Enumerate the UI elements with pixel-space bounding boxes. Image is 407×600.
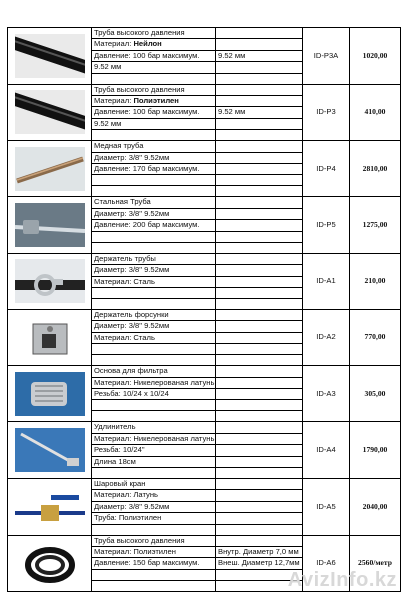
spec-extra: 9.52 мм [216, 50, 303, 61]
spec-extra [216, 400, 303, 411]
spec-extra [216, 355, 303, 366]
spec-label: Материал: Сталь [94, 332, 155, 342]
spec-label: Материал: Сталь [94, 276, 155, 286]
spec-text [92, 513, 216, 524]
copper-pipe-icon [15, 147, 85, 191]
spec-label: Диаметр: 3/8" 9.52мм [94, 501, 170, 511]
spec-extra [216, 411, 303, 422]
spec-text [92, 164, 216, 175]
spec-text [92, 355, 216, 366]
product-title: Держатель форсунки [92, 309, 216, 320]
spec-text [92, 107, 216, 118]
spec-text [92, 220, 216, 231]
spec-label: Резьба: 10/24" [94, 445, 145, 455]
filter-base-icon [15, 372, 85, 416]
spec-text [92, 208, 216, 219]
product-image-cell [8, 535, 92, 591]
product-price: 410,00 [350, 84, 401, 141]
spec-text [92, 490, 216, 501]
spec-extra [216, 208, 303, 219]
spec-extra: Внутр. Диаметр 7,0 мм [216, 547, 303, 558]
spec-extra [216, 73, 303, 84]
spec-label: Материал: Никелерованая латунь [94, 377, 215, 387]
spec-text [92, 96, 216, 107]
product-title-row [8, 141, 401, 152]
product-title: Держатель трубы [92, 253, 216, 264]
product-price: 2810,00 [350, 141, 401, 197]
spec-text [92, 231, 216, 242]
spec-text [92, 344, 216, 355]
product-image-cell [8, 141, 92, 197]
product-code: ID-A4 [303, 422, 350, 479]
spec-text [92, 580, 216, 591]
spec-text [92, 332, 216, 343]
extender-icon [15, 428, 85, 472]
product-title-row [8, 535, 401, 546]
spec-extra [216, 62, 303, 73]
spec-extra [216, 220, 303, 231]
product-title-row [8, 84, 401, 95]
spec-extra [216, 467, 303, 478]
product-code: ID-A2 [303, 309, 350, 365]
spec-extra [216, 344, 303, 355]
spec-text [92, 547, 216, 558]
spec-text [92, 130, 216, 141]
spec-text [92, 400, 216, 411]
spec-text [92, 558, 216, 569]
spec-cell [216, 253, 303, 264]
spec-cell [216, 28, 303, 39]
spec-cell [216, 366, 303, 377]
spec-extra [216, 377, 303, 388]
product-title-row [8, 253, 401, 264]
product-image-cell [8, 309, 92, 365]
product-code: ID-A3 [303, 366, 350, 422]
product-image-cell [8, 366, 92, 422]
spec-cell [216, 478, 303, 489]
spec-extra [216, 321, 303, 332]
spec-extra [216, 501, 303, 512]
spec-text [92, 50, 216, 61]
product-code: ID-P5 [303, 197, 350, 253]
spec-text [92, 186, 216, 197]
spec-label: Диаметр: 3/8" 9.52мм [94, 321, 170, 331]
spec-extra [216, 524, 303, 535]
black-hose-icon [15, 90, 85, 134]
product-price: 1020,00 [350, 28, 401, 85]
spec-label: Резьба: 10/24 x 10/24 [94, 388, 169, 398]
spec-label: Материал: [94, 96, 134, 106]
spec-label: 9.52 мм [94, 62, 122, 72]
pipe-holder-icon [15, 259, 85, 303]
spec-extra [216, 96, 303, 107]
nozzle-holder-icon [15, 316, 85, 360]
spec-text [92, 456, 216, 467]
spec-text [92, 411, 216, 422]
product-title: Шаровый кран [92, 478, 216, 489]
spec-text [92, 377, 216, 388]
ball-valve-icon [15, 485, 85, 529]
product-title: Удлинитель [92, 422, 216, 433]
spec-text [92, 62, 216, 73]
product-title: Труба высокого давления [92, 84, 216, 95]
spec-extra [216, 231, 303, 242]
spec-extra [216, 39, 303, 50]
spec-label: Давление: 200 бар максимум. [94, 220, 200, 230]
spec-text [92, 321, 216, 332]
spec-extra: Внеш. Диаметр 12,7мм [216, 558, 303, 569]
spec-value-bold: Нейлон [133, 39, 162, 49]
product-image-cell [8, 28, 92, 85]
product-price: 770,00 [350, 309, 401, 365]
spec-extra [216, 287, 303, 298]
spec-extra [216, 298, 303, 309]
spec-extra [216, 445, 303, 456]
spec-text [92, 152, 216, 163]
spec-extra [216, 456, 303, 467]
product-catalog-table [7, 27, 401, 592]
product-title: Труба высокого давления [92, 28, 216, 39]
product-title-row [8, 478, 401, 489]
spec-text [92, 298, 216, 309]
spec-label: 9.52 мм [94, 118, 122, 128]
product-title-row [8, 366, 401, 377]
spec-extra [216, 513, 303, 524]
spec-cell [216, 309, 303, 320]
product-image-cell [8, 478, 92, 535]
spec-cell [216, 84, 303, 95]
spec-extra [216, 388, 303, 399]
spec-label: Диаметр: 3/8" 9.52мм [94, 208, 170, 218]
spec-label: Диаметр: 3/8" 9.52мм [94, 265, 170, 275]
product-price: 2560/метр [350, 535, 401, 591]
spec-extra [216, 242, 303, 253]
product-image-cell [8, 422, 92, 479]
product-image-cell [8, 253, 92, 309]
product-price: 1275,00 [350, 197, 401, 253]
spec-extra [216, 152, 303, 163]
spec-extra [216, 130, 303, 141]
product-price: 2040,00 [350, 478, 401, 535]
product-title-row [8, 28, 401, 39]
product-title: Стальная Труба [92, 197, 216, 208]
spec-label: Материал: [94, 39, 134, 49]
product-title-row [8, 197, 401, 208]
spec-text [92, 524, 216, 535]
hose-coil-icon [15, 541, 85, 585]
spec-text [92, 118, 216, 129]
spec-extra [216, 332, 303, 343]
product-title: Основа для фильтра [92, 366, 216, 377]
spec-extra [216, 276, 303, 287]
product-price: 305,00 [350, 366, 401, 422]
spec-text [92, 39, 216, 50]
spec-text [92, 276, 216, 287]
site-watermark: AvizInfo.kz [287, 569, 397, 591]
spec-label: Материал: Никелерованая латунь [94, 433, 215, 443]
spec-cell [216, 535, 303, 546]
spec-text [92, 501, 216, 512]
product-code: ID-P3 [303, 84, 350, 141]
product-title-row [8, 422, 401, 433]
spec-text [92, 242, 216, 253]
spec-extra [216, 433, 303, 444]
spec-cell [216, 422, 303, 433]
spec-label: Длина 18см [94, 456, 136, 466]
spec-text [92, 175, 216, 186]
spec-text [92, 388, 216, 399]
spec-label: Давление: 150 бар максимум. [94, 558, 200, 568]
spec-extra [216, 265, 303, 276]
spec-label: Давление: 170 бар максимум. [94, 164, 200, 174]
product-title-row [8, 309, 401, 320]
product-price: 210,00 [350, 253, 401, 309]
spec-label: Материал: Латунь [94, 490, 158, 500]
spec-extra [216, 118, 303, 129]
spec-text [92, 265, 216, 276]
spec-label: Диаметр: 3/8" 9.52мм [94, 152, 170, 162]
spec-text [92, 467, 216, 478]
spec-cell [216, 197, 303, 208]
spec-value-bold: Полиэтилен [133, 96, 179, 106]
spec-text [92, 73, 216, 84]
spec-label: Давление: 100 бар максимум. [94, 107, 200, 117]
spec-text [92, 287, 216, 298]
spec-cell [216, 141, 303, 152]
steel-pipe-icon [15, 203, 85, 247]
product-image-cell [8, 197, 92, 253]
product-code: ID-A5 [303, 478, 350, 535]
product-code: ID-A6 [303, 535, 350, 591]
spec-extra: 9.52 мм [216, 107, 303, 118]
spec-extra [216, 164, 303, 175]
spec-extra [216, 490, 303, 501]
catalog-body [8, 28, 401, 592]
product-price: 1790,00 [350, 422, 401, 479]
product-code: ID-P4 [303, 141, 350, 197]
spec-extra [216, 175, 303, 186]
spec-label: Труба: Полиэтилен [94, 513, 162, 523]
spec-extra [216, 186, 303, 197]
spec-label: Материал: Полиэтилен [94, 547, 176, 556]
black-hose-icon [15, 34, 85, 78]
product-image-cell [8, 84, 92, 141]
product-title: Труба высокого давления [92, 535, 216, 546]
spec-label: Давление: 100 бар максимум. [94, 50, 200, 60]
product-title: Медная труба [92, 141, 216, 152]
product-code: ID-P3A [303, 28, 350, 85]
product-code: ID-A1 [303, 253, 350, 309]
spec-text [92, 445, 216, 456]
spec-text [92, 433, 216, 444]
spec-text [92, 569, 216, 580]
